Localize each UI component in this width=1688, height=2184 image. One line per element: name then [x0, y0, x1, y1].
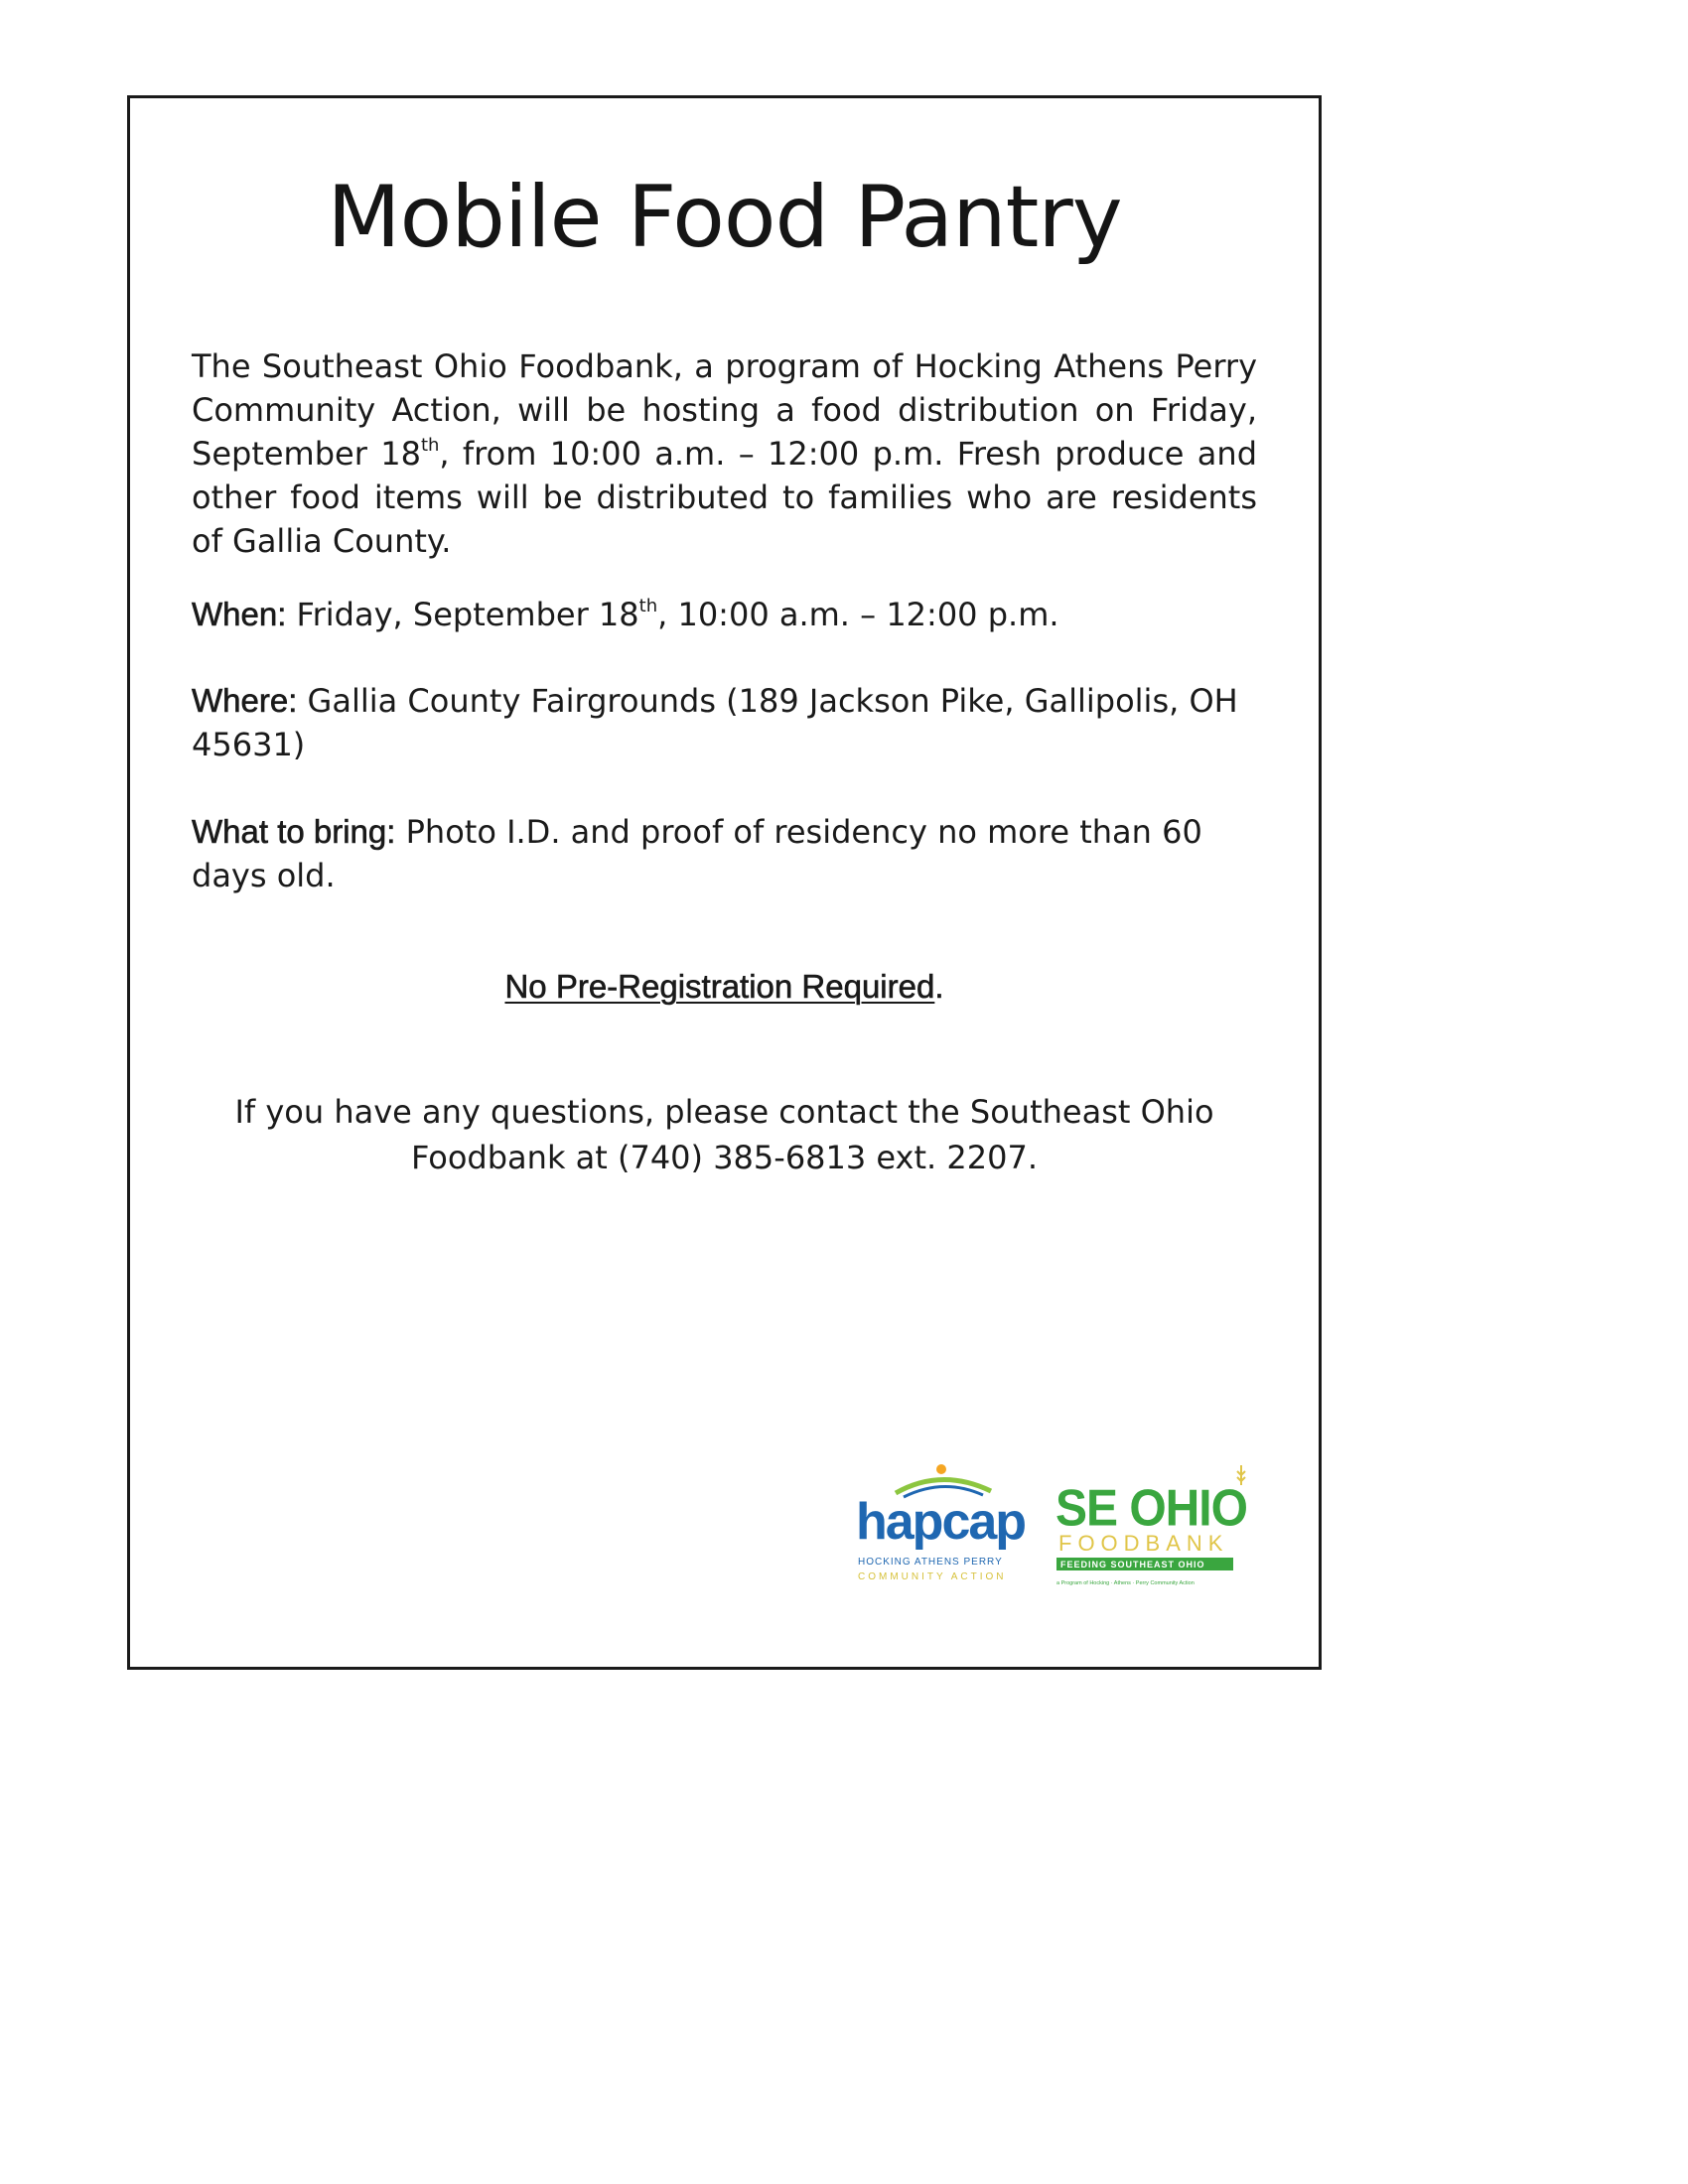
sponsor-logos	[852, 1463, 1269, 1602]
where-label: Where:	[192, 682, 298, 719]
intro-text-1: The Southeast Ohio Foodbank, a program of Hocking Athens Perry Community Action, will be hosting a food distribution on Friday, September 18	[192, 347, 1257, 473]
hapcap-logo	[856, 1464, 1025, 1582]
flyer-frame	[127, 95, 1322, 1670]
no-registration-notice	[130, 968, 1319, 1006]
seohio-small-text: a Program of Hocking · Athens · Perry Community Action	[1056, 1580, 1195, 1586]
when-line	[192, 593, 1257, 636]
hapcap-line-2: COMMUNITY ACTION	[858, 1571, 1007, 1582]
page-title: Mobile Food Pantry	[327, 168, 1122, 267]
where-line	[192, 679, 1257, 766]
seohio-foodbank-word: FOODBANK	[1058, 1531, 1229, 1556]
bring-line	[192, 810, 1257, 897]
when-sup: th	[638, 596, 658, 616]
when-text-1: Friday, September 18	[286, 596, 639, 633]
when-text-2: , 10:00 a.m. – 12:00 p.m.	[657, 596, 1059, 633]
intro-text-2: , from 10:00 a.m. – 12:00 p.m. Fresh produce and other food items will be distributed to families who are residents of Gallia County.	[192, 435, 1258, 560]
where-text: Gallia County Fairgrounds (189 Jackson Pike, Gallipolis, OH 45631)	[192, 682, 1238, 763]
seohio-tagline: FEEDING SOUTHEAST OHIO	[1060, 1560, 1205, 1570]
when-label: When:	[192, 596, 287, 632]
bring-label: What to bring:	[192, 813, 396, 850]
seohio-foodbank-logo	[1055, 1465, 1247, 1586]
hapcap-wordmark: hapcap	[856, 1493, 1026, 1551]
hapcap-sun-icon	[936, 1464, 946, 1474]
hapcap-line-1: HOCKING ATHENS PERRY	[858, 1557, 1003, 1568]
no-registration-period: .	[934, 968, 944, 1005]
bring-text: Photo I.D. and proof of residency no more than 60 days old.	[192, 813, 1202, 894]
intro-paragraph	[192, 344, 1257, 563]
contact-line-1: If you have any questions, please contact the Southeast Ohio	[234, 1093, 1214, 1131]
no-registration-text: No Pre-Registration Required	[504, 968, 935, 1005]
intro-sup: th	[420, 435, 440, 456]
contact-info	[130, 1089, 1319, 1180]
seohio-wordmark: SE OHIO	[1055, 1478, 1247, 1538]
contact-line-2: Foodbank at (740) 385-6813 ext. 2207.	[411, 1139, 1038, 1176]
